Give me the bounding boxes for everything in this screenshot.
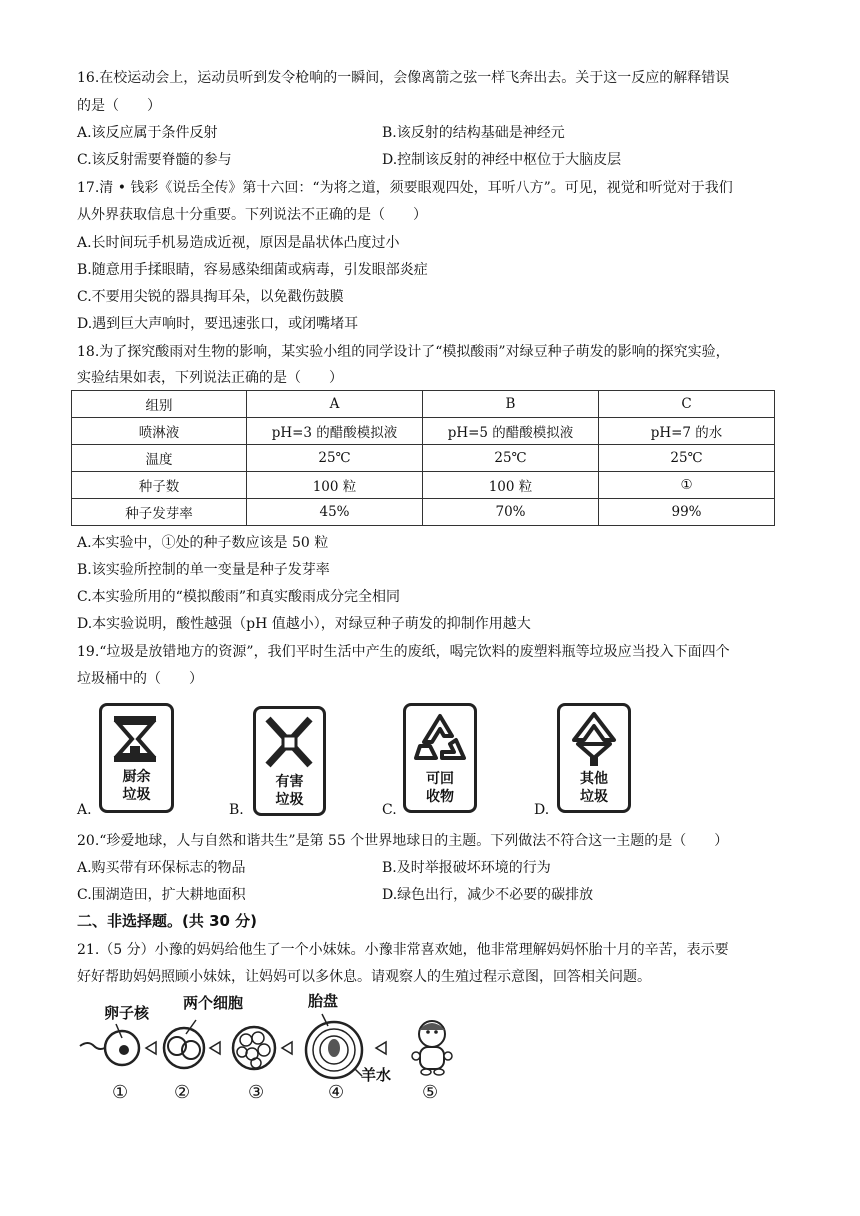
table-cell: pH=7 的水 [599,418,775,445]
table-row [72,472,775,499]
q20-option-c: C.围湖造田，扩大耕地面积 [77,887,246,903]
bin-a-kitchen-waste [99,703,174,813]
reproduction-diagram [76,990,456,1106]
bin-b-hazardous-waste [253,706,326,816]
bin-b-label-line2: 垃圾 [275,792,304,808]
q20-option-a: A.购买带有环保标志的物品 [77,860,246,876]
bin-c-recyclable [403,703,477,813]
arrow-icon [376,1042,386,1054]
q17-option-d: D.遇到巨大声响时，要迅速张口，或闭嘴堵耳 [77,316,359,332]
q16-option-b: B.该反射的结构基础是神经元 [382,125,565,141]
step-number: ③ [248,1082,265,1103]
bin-b-letter: B. [229,802,244,818]
tree-arrows-icon [560,708,628,770]
q16-option-c: C.该反射需要脊髓的参与 [77,152,232,168]
table-cell: 喷淋液 [72,418,247,445]
table-cell: 45% [247,499,423,526]
arrow-icon [146,1042,156,1054]
baby-icon [412,1021,452,1075]
table-cell: 99% [599,499,775,526]
table-cell: pH=3 的醋酸模拟液 [247,418,423,445]
cross-icon [256,711,323,773]
q16-stem-line2: 的是（ ） [77,98,161,114]
label-egg-nucleus: 卵子核 [104,1004,150,1022]
q17-stem-line2: 从外界获取信息十分重要。下列说法不正确的是（ ） [77,207,427,223]
q18-option-c: C.本实验所用的“模拟酸雨”和真实酸雨成分完全相同 [77,589,400,605]
q21-stem-line2: 好好帮助妈妈照顾小妹妹，让妈妈可以多休息。请观察人的生殖过程示意图，回答相关问题。 [77,969,651,985]
table-cell: A [247,391,423,418]
table-cell: B [423,391,599,418]
q19-stem-line2: 垃圾桶中的（ ） [77,671,203,687]
table-cell: 25℃ [423,445,599,472]
table-cell: 种子数 [72,472,247,499]
fetus-in-uterus-icon [306,1014,362,1078]
q16-stem-line1: 16.在校运动会上，运动员听到发令枪响的一瞬间，会像离箭之弦一样飞奔出去。关于这一反应的解释错误 [77,70,730,86]
step-number: ② [174,1082,191,1103]
step-number: ⑤ [422,1082,439,1103]
bin-c-label-line1: 可回 [426,771,454,787]
recycle-icon [406,708,474,770]
q17-option-a: A.长时间玩手机易造成近视，原因是晶状体凸度过小 [77,235,400,251]
q20-stem: 20.“珍爱地球，人与自然和谐共生”是第 55 个世界地球日的主题。下列做法不符合这一主题的是（ ） [77,833,729,849]
label-amniotic-fluid: 羊水 [361,1066,392,1084]
q18-stem-line1: 18.为了探究酸雨对生物的影响，某实验小组的同学设计了“模拟酸雨”对绿豆种子萌发的影响的探究实验， [77,344,730,360]
section-heading: 二、非选择题。(共 30 分) [77,912,258,930]
hourglass-icon [102,710,171,770]
q18-option-a: A.本实验中，①处的种子数应该是 50 粒 [77,535,329,551]
q18-option-d: D.本实验说明，酸性越强（pH 值越小），对绿豆种子萌发的抑制作用越大 [77,616,531,632]
morula-icon [233,1027,275,1069]
step-number: ① [112,1082,129,1103]
table-cell: 温度 [72,445,247,472]
egg-cell-icon [80,1024,139,1065]
q17-option-b: B.随意用手揉眼睛，容易感染细菌或病毒，引发眼部炎症 [77,262,428,278]
experiment-table [71,390,775,526]
bin-a-label-line1: 厨余 [122,769,151,785]
table-cell: ① [599,472,775,499]
bin-d-other-waste [557,703,631,813]
q18-stem-line2: 实验结果如表，下列说法正确的是（ ） [77,370,343,386]
arrow-icon [282,1042,292,1054]
table-cell: pH=5 的醋酸模拟液 [423,418,599,445]
table-row [72,499,775,526]
step-number: ④ [328,1082,345,1103]
q21-stem-line1: 21.（5 分）小豫的妈妈给他生了一个小妹妹。小豫非常喜欢她，他非常理解妈妈怀胎十月的辛苦，表示要 [77,942,729,958]
table-cell: 70% [423,499,599,526]
q16-option-a: A.该反应属于条件反射 [77,125,218,141]
bin-b-label-line1: 有害 [275,774,304,790]
table-row [72,445,775,472]
bin-a-letter: A. [77,802,92,818]
q16-option-d: D.控制该反射的神经中枢位于大脑皮层 [382,152,622,168]
table-row [72,418,775,445]
label-two-cells: 两个细胞 [183,994,244,1012]
q20-option-b: B.及时举报破坏环境的行为 [382,860,551,876]
q17-option-c: C.不要用尖锐的器具掏耳朵，以免戳伤鼓膜 [77,289,344,305]
q17-stem-line1: 17.清 • 钱彩《说岳全传》第十六回：“为将之道，须要眼观四处，耳听八方”。可见，视觉和听觉对于我们 [77,180,733,196]
table-cell: 25℃ [247,445,423,472]
table-cell: 25℃ [599,445,775,472]
reproduction-stages-illustration [76,990,456,1106]
label-placenta: 胎盘 [308,992,339,1010]
two-cell-embryo-icon [164,1020,204,1068]
bin-c-label-line2: 收物 [426,789,454,805]
table-cell: 组别 [72,391,247,418]
bin-a-label-line2: 垃圾 [122,787,151,803]
table-cell: C [599,391,775,418]
table-row [72,391,775,418]
bin-c-letter: C. [382,802,397,818]
arrow-icon [210,1042,220,1054]
table-cell: 100 粒 [423,472,599,499]
bin-d-letter: D. [534,802,550,818]
table-cell: 种子发芽率 [72,499,247,526]
q20-option-d: D.绿色出行，减少不必要的碳排放 [382,887,594,903]
bin-d-label-line1: 其他 [580,771,608,787]
table-cell: 100 粒 [247,472,423,499]
q18-option-b: B.该实验所控制的单一变量是种子发芽率 [77,562,330,578]
q19-stem-line1: 19.“垃圾是放错地方的资源”，我们平时生活中产生的废纸，喝完饮料的废塑料瓶等垃圾应当投入下面四个 [77,644,730,660]
bin-d-label-line2: 垃圾 [580,789,608,805]
